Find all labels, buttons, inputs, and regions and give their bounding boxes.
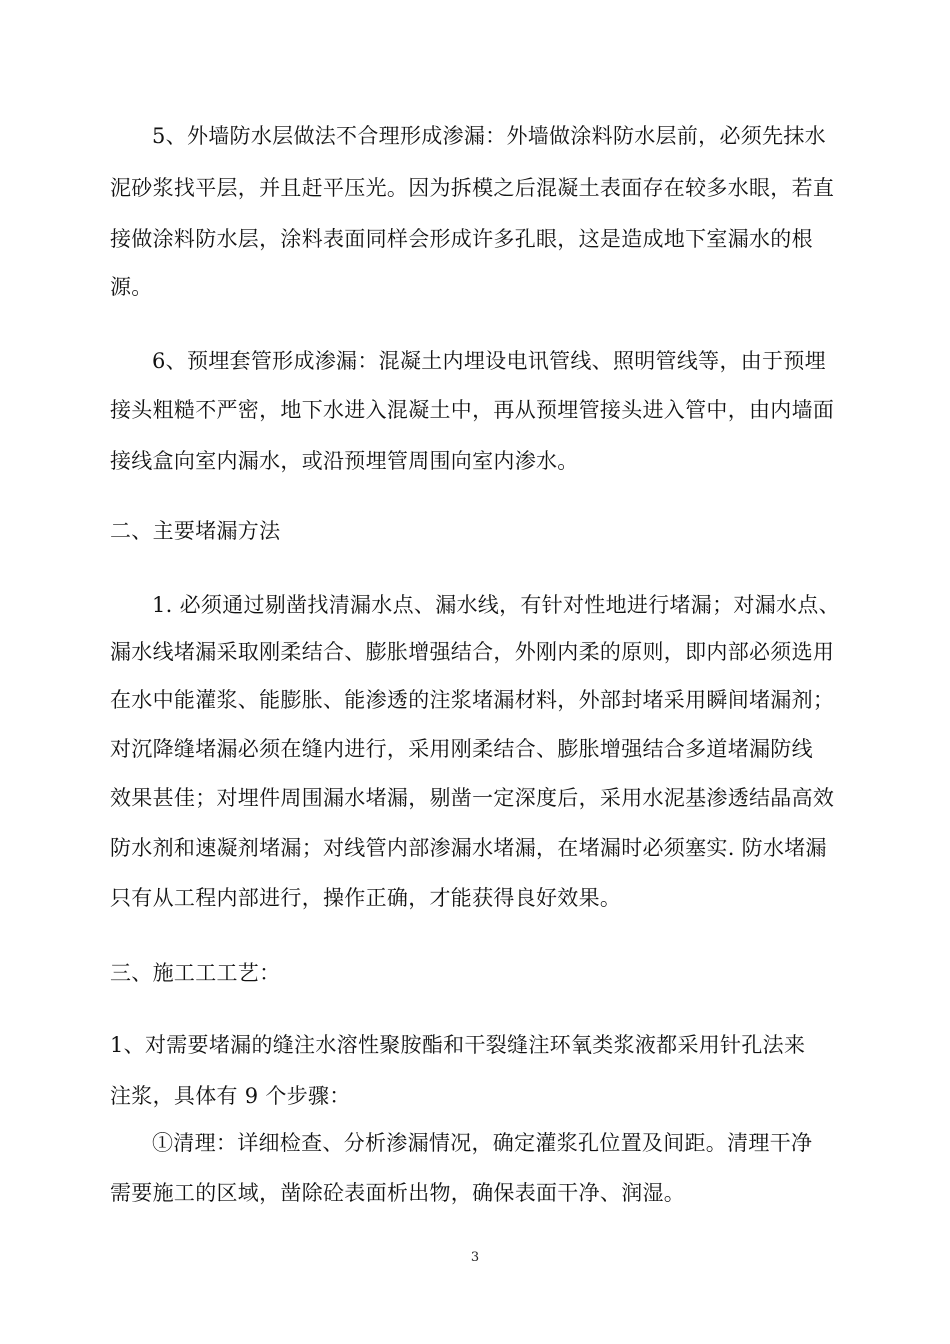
method-paragraph-line-3: 在水中能灌浆、能膨胀、能渗透的注浆堵漏材料，外部封堵采用瞬间堵漏剂； [110, 688, 835, 712]
page-number: 3 [470, 1250, 480, 1265]
step-1-line-1: ①清理：详细检查、分析渗漏情况，确定灌浆孔位置及间距。清理干净 [152, 1131, 813, 1155]
paragraph-5-line-1: 5、外墙防水层做法不合理形成渗漏：外墙做涂料防水层前，必须先抹水 [152, 124, 826, 148]
section-heading-3: 三、施工工工艺： [110, 961, 281, 985]
method-paragraph-line-1: 1. 必须通过剔凿找清漏水点、漏水线，有针对性地进行堵漏；对漏水点、 [152, 593, 840, 617]
method-paragraph-line-5: 效果甚佳；对埋件周围漏水堵漏，剔凿一定深度后，采用水泥基渗透结晶高效 [110, 786, 835, 810]
paragraph-5-line-3: 接做涂料防水层，涂料表面同样会形成许多孔眼，这是造成地下室漏水的根 [110, 227, 813, 251]
paragraph-6-line-1: 6、预埋套管形成渗漏：混凝土内埋设电讯管线、照明管线等，由于预埋 [152, 349, 826, 373]
process-paragraph-line-2: 注浆，具体有 9 个步骤： [110, 1084, 351, 1108]
method-paragraph-line-4: 对沉降缝堵漏必须在缝内进行，采用刚柔结合、膨胀增强结合多道堵漏防线 [110, 737, 813, 761]
paragraph-6-line-3: 接线盒向室内漏水，或沿预埋管周围向室内渗水。 [110, 449, 579, 473]
section-heading-2: 二、主要堵漏方法 [110, 519, 281, 543]
method-paragraph-line-6: 防水剂和速凝剂堵漏；对线管内部渗漏水堵漏，在堵漏时必须塞实. 防水堵漏 [110, 836, 827, 860]
method-paragraph-line-7: 只有从工程内部进行，操作正确，才能获得良好效果。 [110, 886, 622, 910]
paragraph-5-line-4: 源。 [110, 275, 153, 299]
paragraph-5-line-2: 泥砂浆找平层，并且赶平压光。因为拆模之后混凝土表面存在较多水眼，若直 [110, 176, 835, 200]
paragraph-6-line-2: 接头粗糙不严密，地下水进入混凝土中，再从预埋管接头进入管中，由内墙面 [110, 398, 835, 422]
process-paragraph-line-1: 1、对需要堵漏的缝注水溶性聚胺酯和干裂缝注环氧类浆液都采用针孔法来 [110, 1033, 806, 1057]
step-1-line-2: 需要施工的区域，凿除砼表面析出物，确保表面干净、润湿。 [110, 1181, 686, 1205]
method-paragraph-line-2: 漏水线堵漏采取刚柔结合、膨胀增强结合，外刚内柔的原则，即内部必须选用 [110, 640, 835, 664]
